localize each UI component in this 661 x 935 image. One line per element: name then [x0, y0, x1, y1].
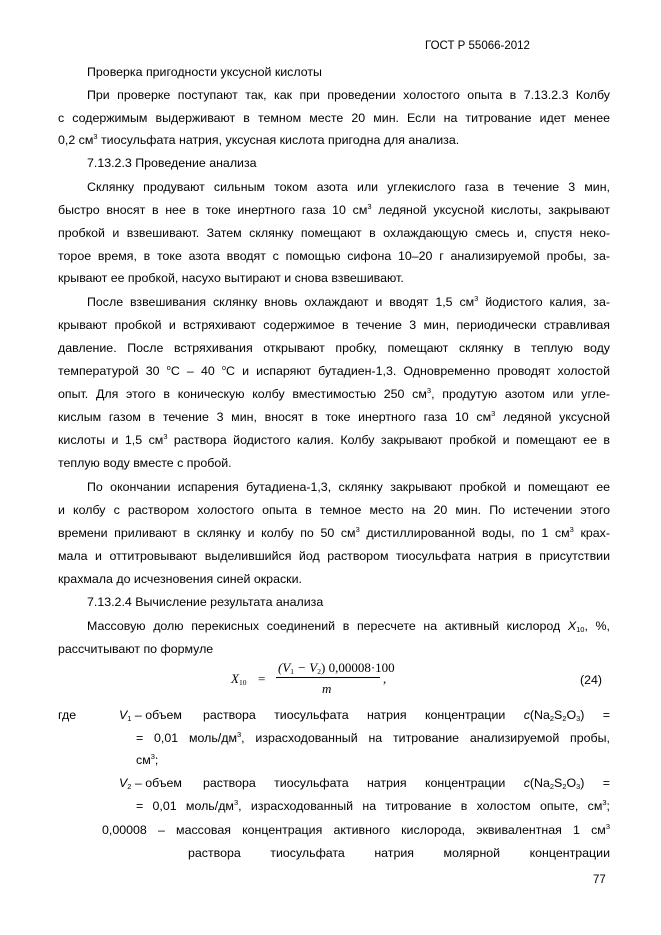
paragraph-line: температурой 30 $^o$С – 40 $^o$С и испаряют бутадиен-1,3. Одновременно проводят холостой [58, 363, 610, 378]
v1-symbol: $V_1$ – объем [119, 708, 182, 723]
paragraph-line: кислым газом в течение 3 мин, вносят в токе инертного газа 10 $см^3$ ледяной уксусной [58, 409, 610, 424]
standard-number: ГОСТ Р 55066-2012 [425, 40, 530, 52]
paragraph-line: опыт. Для этого в коническую колбу вместимостью 250 $см^3$, продутую азотом или угле- [58, 386, 610, 401]
paragraph-line: Склянку продувают сильным током азота или углекислого газа в течение 3 мин, [87, 180, 610, 194]
v1-definition-line-1: раствора тиосульфата натрия концентрации $c(Na_2S_2O_3)$ = [203, 708, 610, 723]
paragraph-line: При проверке поступают так, как при проведении холостого опыта в 7.13.2.3 Колбу [87, 88, 610, 102]
v2-definition-line-2: = 0,01 моль/$дм^3$, израсходованный на титрование в холостом опыте, $см^3$; [136, 798, 610, 813]
subsection-heading: 7.13.2.3 Проведение анализа [87, 156, 257, 170]
subsection-heading: 7.13.2.4 Вычисление результата анализа [87, 595, 324, 609]
paragraph-line: и колбу с раствором холостого опыта в темное место на 20 мин. По истечении этого [58, 503, 610, 517]
formula-number: (24) [580, 673, 603, 687]
paragraph-line: теплую воду вместе с пробой. [58, 456, 232, 470]
constant-definition-line-1: 0,00008 – массовая концентрация активного кислорода, эквивалентная 1 $см^3$ [102, 822, 610, 837]
formula-equals: = [258, 671, 266, 686]
paragraph-line: пробкой и взвешивают. Затем склянку помещают в охлаждающую смесь и, спустя неко- [58, 226, 610, 240]
paragraph-line: мала и оттитровывают выделившийся йод раствором тиосульфата натрия в присутствии [58, 549, 610, 563]
paragraph-line: крахмала до исчезновения синей окраски. [58, 572, 302, 586]
paragraph-line: с содержимым выдерживают в темном месте 20 мин. Если на титрование идет менее [58, 111, 610, 125]
paragraph-line: Массовую долю перекисных соединений в пересчете на активный кислород $X_{10}$, %, [87, 619, 610, 634]
paragraph-line: кислоты и 1,5 $см^3$ раствора йодистого калия. Колбу закрывают пробкой и помещают ее в [58, 432, 610, 447]
formula-denominator: m [322, 681, 332, 696]
v1-definition-line-2: = 0,01 моль/$дм^3$, израсходованный на титрование анализируемой пробы, [136, 730, 610, 745]
paragraph-line: быстро вносят в нее в токе инертного газа 10 $см^3$ ледяной уксусной кислоты, закрывают [58, 202, 610, 217]
fraction-bar [276, 677, 380, 678]
paragraph-line: рассчитывают по формуле [58, 642, 214, 656]
formula-numerator: $(V_1 - V_2)$ 0,00008·100 [278, 660, 395, 676]
constant-definition-line-2: раствора тиосульфата натрия молярной концентрации [188, 846, 610, 860]
v1-definition-line-3: $см^3$; [136, 752, 159, 767]
formula-comma: , [383, 671, 387, 686]
section-title: Проверка пригодности уксусной кислоты [87, 65, 322, 79]
paragraph-line: После взвешивания склянку вновь охлаждают и вводят 1,5 $см^3$ йодистого калия, за- [87, 294, 610, 309]
paragraph-line: крывают пробкой и встряхивают содержимое в течение 3 мин, периодически стравливая [58, 318, 610, 332]
paragraph-line: крывают ее пробкой, насухо вытирают и снова взвешивают. [58, 271, 404, 285]
formula-lhs: $X_{10}$ [231, 671, 247, 687]
paragraph-line: 0,2 $см^3$ тиосульфата натрия, уксусная кислота пригодна для анализа. [58, 132, 460, 147]
where-label: где [58, 708, 77, 722]
page-number: 77 [593, 874, 606, 886]
v2-symbol: $V_2$ – объем [119, 776, 182, 791]
paragraph-line: По окончании испарения бутадиена-1,3, склянку закрывают пробкой и помещают ее [87, 480, 610, 494]
v2-definition-line-1: раствора тиосульфата натрия концентрации $c(Na_2S_2O_3)$ = [203, 776, 610, 791]
paragraph-line: торое время, в токе азота вводят с помощью сифона 10–20 г анализируемой пробы, за- [58, 249, 610, 263]
paragraph-line: давление. После встряхивания открывают пробку, помещают склянку в теплую воду [58, 341, 610, 355]
paragraph-line: времени приливают в склянку и колбу по 50 $см^3$ дистиллированной воды, по 1 $см^3$ крах- [58, 525, 610, 540]
